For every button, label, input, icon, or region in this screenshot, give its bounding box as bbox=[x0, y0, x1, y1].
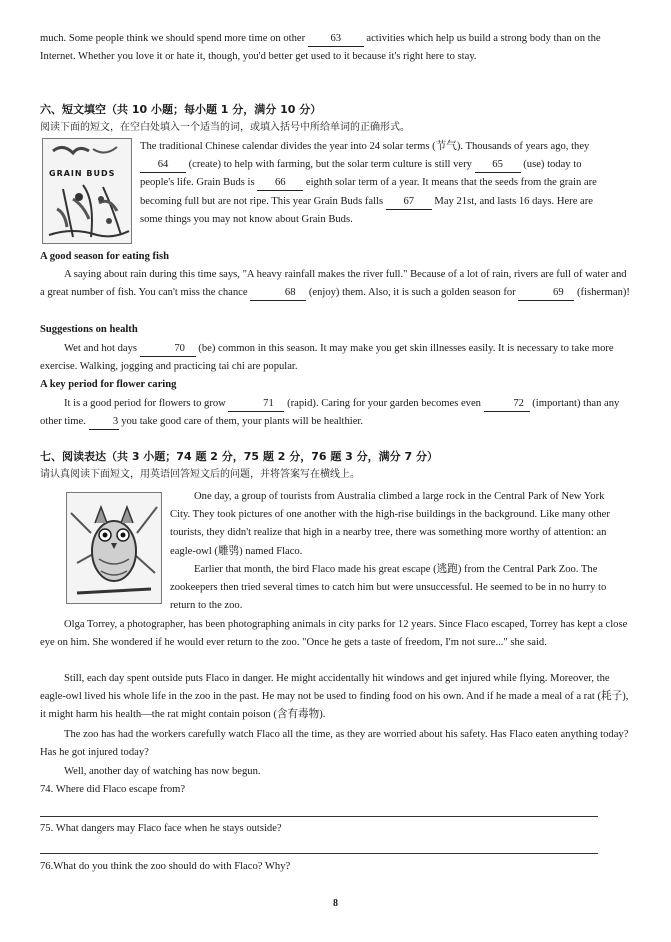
paragraph-health: Wet and hot days 70 (be) common in this season. It may make you get skin illnesses easily. It is necessary to take more exercise. Walking, jogging and practicing tai chi are popular. bbox=[40, 343, 614, 373]
blank-66[interactable]: 66 bbox=[257, 176, 303, 191]
question-76: 76.What do you think the zoo should do with Flaco? Why? bbox=[40, 861, 291, 872]
blank-68[interactable]: 68 bbox=[250, 286, 306, 301]
question-75: 75. What dangers may Flaco face when he stays outside? bbox=[40, 823, 282, 834]
subheading-flowers: A key period for flower caring bbox=[40, 379, 177, 390]
story-paragraph-2: Earlier that month, the bird Flaco made his great escape (逃跑) from the Central Park Zoo. The zookeepers then tried several times to catch him but were unsuccessful. He seemed to be in no hurry to return to the zoo. bbox=[170, 564, 607, 612]
paragraph-fish: A saying about rain during this time says, "A heavy rainfall makes the river full." Because of a lot of rain, rivers are full of water and a great number of fish. You can't miss the chance 68 (enjoy) them. Also, it is such a golden season for 69 (fisherman)! bbox=[40, 266, 632, 302]
story-paragraph-4: Still, each day spent outside puts Flaco in danger. He might accidentally hit windows and get injured while flying. Moreover, the eagle-owl lived his whole life in the zoo in the past. He may not be used to finding food on his own. And if he made a meal of a rat (耗子), it might harm his health—the rat might contain poison (含有毒物). bbox=[40, 673, 629, 721]
answer-line-75[interactable] bbox=[40, 853, 598, 854]
blank-67[interactable]: 67 bbox=[386, 195, 432, 210]
eagle-owl-image bbox=[67, 493, 161, 603]
grain-buds-intro: The traditional Chinese calendar divides the year into 24 solar terms (节气). Thousands of years ago, they 64 (create) to help with farming, but the solar term culture is still very 65 (use) today to people's life. Grain Buds is 66 eighth solar term of a year. It means that the seeds from the grain are becoming full but are not ripe. This year Grain Buds falls 67 May 21st, and lasts 16 days. Here are some things you may not know about Grain Buds. bbox=[140, 141, 597, 225]
top-paragraph: much. Some people think we should spend more time on other 63 activities which help us build a strong body than on the Internet. Whether you love it or hate it, though, you'd better get used to it because it's right here to stay. bbox=[40, 33, 601, 63]
section7-instruction: 请认真阅读下面短文，用英语回答短文后的问题，并将答案写在横线上。 bbox=[40, 469, 360, 480]
blank-72[interactable]: 72 bbox=[484, 397, 530, 412]
paragraph-flowers: It is a good period for flowers to grow 71 (rapid). Caring for your garden becomes even 72 (important) than any other time. 3 you take good care of them, your plants will be healthier. bbox=[40, 395, 632, 431]
blank-64[interactable]: 64 bbox=[140, 158, 186, 173]
subheading-health: Suggestions on health bbox=[40, 324, 138, 335]
grain-buds-illustration bbox=[42, 138, 132, 244]
story-paragraph-1: One day, a group of tourists from Australia climbed a large rock in the Central Park of New York City. They took pictures of one another with the high-rise buildings in the background. Like many other tourists, they didn't realize that high in a nearby tree, there was something more worthy of attention: an eagle-owl (雕鸮) named Flaco. bbox=[170, 491, 610, 557]
story-paragraph-5: The zoo has had the workers carefully watch Flaco all the time, as they are worried about his safety. Has Flaco eaten anything today? Has he got injured today? bbox=[40, 729, 629, 759]
section6-instruction: 阅读下面的短文，在空白处填入一个适当的词，或填入括号中所给单词的正确形式。 bbox=[40, 122, 410, 133]
blank-71[interactable]: 71 bbox=[228, 397, 284, 412]
grain-buds-caption: GRAIN BUDS bbox=[49, 169, 116, 178]
answer-line-74[interactable] bbox=[40, 816, 598, 817]
blank-70[interactable]: 70 bbox=[140, 342, 196, 357]
page-number: 8 bbox=[333, 898, 338, 909]
blank-63[interactable]: 63 bbox=[308, 32, 364, 47]
eagle-owl-illustration bbox=[66, 492, 162, 604]
grain-buds-image bbox=[43, 139, 131, 243]
story-paragraph-6: Well, another day of watching has now begun. bbox=[64, 766, 261, 777]
blank-73[interactable]: 3 bbox=[89, 415, 119, 430]
question-74: 74. Where did Flaco escape from? bbox=[40, 784, 186, 795]
blank-69[interactable]: 69 bbox=[518, 286, 574, 301]
story-paragraph-3: Olga Torrey, a photographer, has been photographing animals in city parks for 12 years. Since Flaco escaped, Torrey has kept a close eye on him. She wondered if he would ever return to the zoo. "Once he gets a taste of freedom, I'm not sure..." she said. bbox=[40, 619, 628, 649]
section7-heading: 七、阅读表达（共 3 小题；74 题 2 分，75 题 2 分，76 题 3 分，满分 7 分） bbox=[40, 450, 438, 463]
blank-65[interactable]: 65 bbox=[475, 158, 521, 173]
section6-heading: 六、短文填空（共 10 小题；每小题 1 分，满分 10 分） bbox=[40, 103, 322, 116]
subheading-fish: A good season for eating fish bbox=[40, 251, 170, 262]
